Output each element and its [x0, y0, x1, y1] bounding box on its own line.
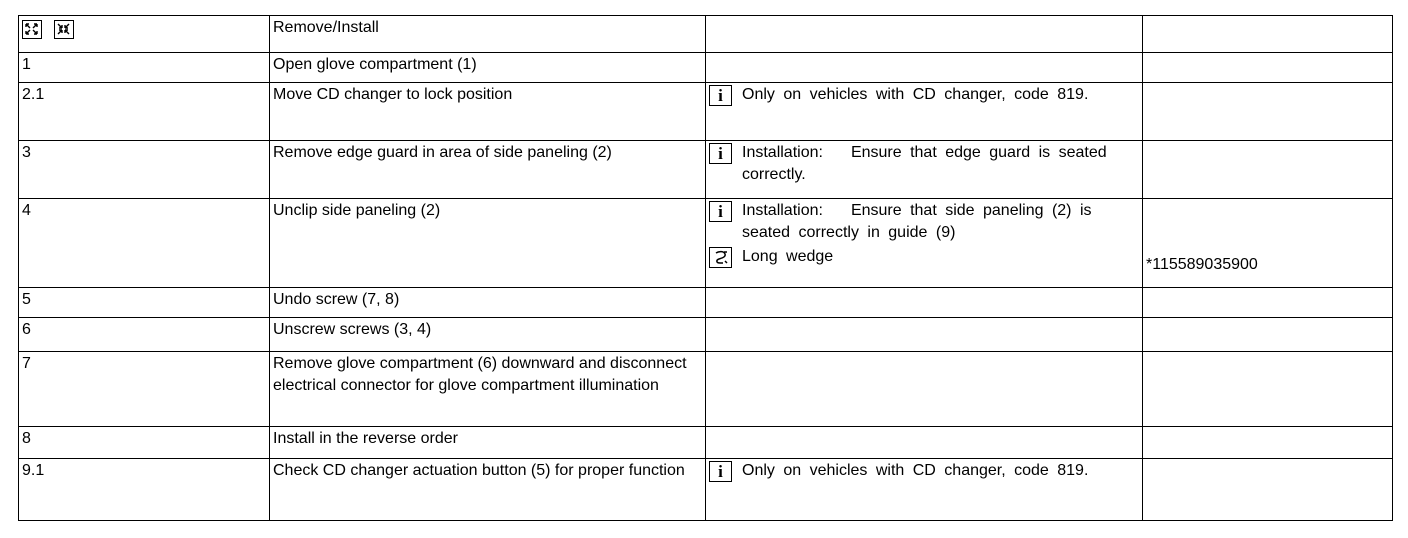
table-row — [19, 427, 1393, 459]
table-row — [19, 83, 1393, 141]
step-note — [706, 83, 1143, 141]
step-action: Remove edge guard in area of side paneling (2) — [270, 141, 706, 199]
note-text: Only on vehicles with CD changer, code 819. — [742, 86, 1089, 103]
header-tool-cell — [1143, 16, 1393, 53]
header-note-cell — [706, 16, 1143, 53]
step-action: Install in the reverse order — [270, 427, 706, 459]
step-action: Open glove compartment (1) — [270, 53, 706, 83]
step-note — [706, 352, 1143, 427]
step-note — [706, 427, 1143, 459]
step-number: 8 — [19, 427, 270, 459]
table-row — [19, 318, 1393, 352]
step-number: 9.1 — [19, 459, 270, 521]
table-row — [19, 199, 1393, 288]
step-note — [706, 288, 1143, 318]
step-action: Unscrew screws (3, 4) — [270, 318, 706, 352]
table-row — [19, 352, 1393, 427]
note-text: Ensure that edge guard is seated correctly. — [742, 144, 1107, 183]
step-number: 2.1 — [19, 83, 270, 141]
header-title: Remove/Install — [270, 16, 706, 53]
installation-label: Installation: — [742, 202, 823, 219]
header-row — [19, 16, 1393, 53]
table-row — [19, 288, 1393, 318]
collapse-icon[interactable] — [54, 20, 74, 39]
step-tool — [1143, 352, 1393, 427]
info-icon: i — [709, 143, 732, 164]
step-note — [706, 53, 1143, 83]
info-icon: i — [709, 85, 732, 106]
header-icons-cell — [19, 16, 270, 53]
info-icon: i — [709, 461, 732, 482]
table-row — [19, 53, 1393, 83]
step-number: 7 — [19, 352, 270, 427]
step-number: 5 — [19, 288, 270, 318]
step-tool — [1143, 53, 1393, 83]
tool-name: Long wedge — [742, 248, 834, 265]
step-note — [706, 459, 1143, 521]
step-tool — [1143, 318, 1393, 352]
step-number: 4 — [19, 199, 270, 288]
step-action: Unclip side paneling (2) — [270, 199, 706, 288]
step-tool — [1143, 288, 1393, 318]
step-tool — [1143, 459, 1393, 521]
step-tool — [1143, 83, 1393, 141]
tool-number: *115589035900 — [1146, 256, 1258, 273]
step-action: Remove glove compartment (6) downward and disconnect electrical connector for glove compartment illumination — [270, 352, 706, 427]
note-text: Ensure that side paneling (2) is seated correctly in guide (9) — [742, 202, 1092, 241]
step-action: Check CD changer actuation button (5) for proper function — [270, 459, 706, 521]
installation-label: Installation: — [742, 144, 823, 161]
step-number: 1 — [19, 53, 270, 83]
step-note — [706, 199, 1143, 288]
expand-icon[interactable] — [22, 20, 42, 39]
step-action: Move CD changer to lock position — [270, 83, 706, 141]
step-number: 6 — [19, 318, 270, 352]
note-text: Only on vehicles with CD changer, code 819. — [742, 462, 1089, 479]
table-row — [19, 141, 1393, 199]
info-icon: i — [709, 201, 732, 222]
step-tool — [1143, 141, 1393, 199]
step-note — [706, 141, 1143, 199]
procedure-table — [18, 15, 1393, 521]
step-action: Undo screw (7, 8) — [270, 288, 706, 318]
tool-icon — [709, 247, 732, 268]
step-number: 3 — [19, 141, 270, 199]
table-row — [19, 459, 1393, 521]
step-tool — [1143, 199, 1393, 288]
step-note — [706, 318, 1143, 352]
step-tool — [1143, 427, 1393, 459]
